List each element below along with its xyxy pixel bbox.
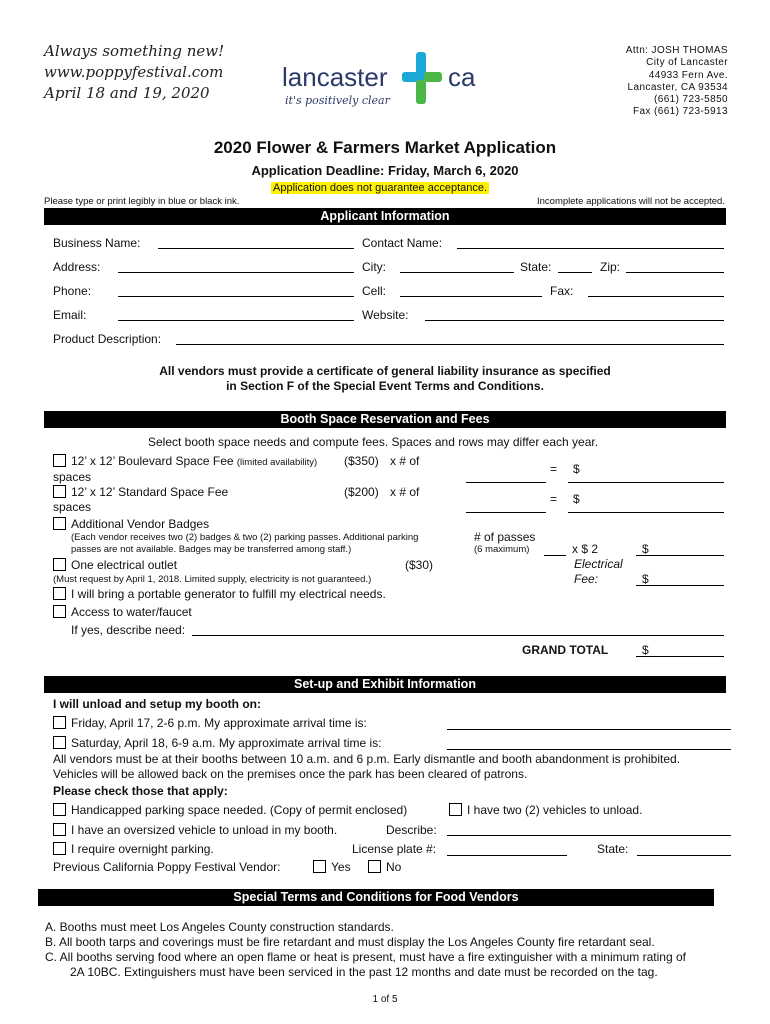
address-block	[626, 45, 728, 119]
insurance-note-line1: All vendors must provide a certificate of general liability insurance as specified	[159, 364, 611, 378]
electrical-total-field[interactable]	[636, 585, 724, 586]
term-c-line1: C. All booths serving food where an open flame or heat is present, must have a fire extinguisher with a minimum rating of	[45, 950, 686, 964]
generator-checkbox[interactable]	[53, 587, 66, 600]
passes-total-field[interactable]	[636, 555, 724, 556]
boulevard-space-text: 12’ x 12’ Boulevard Space Fee	[71, 454, 234, 468]
describe-label: Describe:	[386, 823, 437, 837]
plate-state-label: State:	[597, 842, 629, 856]
business-name-label: Business Name:	[53, 236, 141, 250]
license-plate-label: License plate #:	[352, 842, 437, 856]
previous-no-label: No	[386, 860, 402, 874]
boulevard-space-checkbox[interactable]	[53, 454, 66, 467]
standard-spaces-label: spaces	[53, 500, 92, 514]
pass-price: x $ 2	[572, 542, 599, 556]
page-title: 2020 Flower & Farmers Market Application	[213, 138, 557, 157]
cell-field[interactable]	[400, 296, 542, 297]
water-label: Access to water/faucet	[71, 605, 192, 619]
plus-logo-icon	[402, 50, 442, 106]
address-line: Fax (661) 723-5913	[632, 106, 728, 118]
badges-note-line1: (Each vendor receives two (2) badges & two (2) parking passes. Additional parking	[71, 532, 419, 543]
handicapped-label: Handicapped parking space needed. (Copy of permit enclosed)	[71, 803, 408, 817]
acceptance-note: Application does not guarantee acceptance.	[273, 182, 488, 194]
boulevard-space-label	[71, 454, 317, 468]
badges-label: Additional Vendor Badges	[71, 517, 210, 531]
saturday-checkbox[interactable]	[53, 736, 66, 749]
section-terms-header: Special Terms and Conditions for Food Vendors	[38, 889, 714, 906]
state-field[interactable]	[558, 272, 592, 273]
passes-dollar: $	[642, 542, 649, 556]
friday-checkbox[interactable]	[53, 716, 66, 729]
water-checkbox[interactable]	[53, 605, 66, 618]
boulevard-qty-label: x # of	[390, 454, 420, 468]
phone-label: Phone:	[53, 284, 92, 298]
contact-name-label: Contact Name:	[362, 236, 443, 250]
address-line: Attn: JOSH THOMAS	[625, 45, 728, 56]
electrical-fee-label-2: Fee:	[574, 572, 599, 586]
previous-yes-checkbox[interactable]	[313, 860, 326, 873]
oversized-checkbox[interactable]	[53, 823, 66, 836]
boulevard-price: ($350)	[344, 454, 379, 468]
handicapped-checkbox[interactable]	[53, 803, 66, 816]
event-dates: April 18 and 19, 2020	[44, 84, 210, 102]
boulevard-equals: =	[550, 462, 558, 476]
electrical-checkbox[interactable]	[53, 558, 66, 571]
grand-total-label: GRAND TOTAL	[522, 643, 609, 657]
address-field[interactable]	[118, 272, 354, 273]
product-description-label: Product Description:	[53, 332, 162, 346]
deadline: Application Deadline: Friday, March 6, 2020	[251, 163, 519, 178]
standard-space-label: 12’ x 12’ Standard Space Fee	[71, 485, 229, 499]
address-line: City of Lancaster	[646, 57, 728, 69]
license-plate-field[interactable]	[447, 855, 567, 856]
passes-max: (6 maximum)	[474, 544, 530, 555]
previous-yes-label: Yes	[331, 860, 351, 874]
address-line: 44933 Fern Ave.	[648, 69, 728, 81]
tagline: Always something new!	[44, 42, 225, 60]
unload-heading: I will unload and setup my booth on:	[53, 697, 261, 711]
address-line: Lancaster, CA 93534	[627, 81, 728, 93]
check-apply-heading: Please check those that apply:	[53, 784, 228, 798]
term-a: A. Booths must meet Los Angeles County construction standards.	[45, 920, 394, 934]
phone-field[interactable]	[118, 296, 354, 297]
email-label: Email:	[53, 308, 87, 322]
incomplete-note: Incomplete applications will not be accepted.	[536, 196, 725, 207]
standard-price: ($200)	[344, 485, 379, 499]
website: www.poppyfestival.com	[44, 63, 224, 81]
previous-vendor-label: Previous California Poppy Festival Vendor:	[53, 860, 281, 874]
overnight-label: I require overnight parking.	[71, 842, 214, 856]
section-setup-header: Set-up and Exhibit Information	[44, 676, 726, 693]
two-vehicles-label: I have two (2) vehicles to unload.	[467, 803, 643, 817]
state-label: State:	[520, 260, 552, 274]
electrical-fee-label-1: Electrical	[574, 557, 623, 571]
cell-label: Cell:	[362, 284, 387, 298]
business-name-field[interactable]	[158, 248, 354, 249]
describe-field[interactable]	[447, 835, 731, 836]
product-description-field[interactable]	[176, 344, 724, 345]
standard-qty-field[interactable]	[466, 512, 546, 513]
generator-label: I will bring a portable generator to fulfill my electrical needs.	[71, 587, 386, 601]
zip-field[interactable]	[626, 272, 724, 273]
plate-state-field[interactable]	[637, 855, 731, 856]
section-applicant-header: Applicant Information	[44, 208, 726, 225]
saturday-arrival-field[interactable]	[447, 749, 731, 750]
standard-total-field[interactable]	[568, 512, 724, 513]
logo-suffix: ca	[448, 62, 476, 92]
website-label: Website:	[362, 308, 409, 322]
fax-label: Fax:	[550, 284, 574, 298]
passes-qty-field[interactable]	[544, 555, 566, 556]
water-describe-label: If yes, describe need:	[71, 623, 186, 637]
standard-qty-label: x # of	[390, 485, 420, 499]
address-label: Address:	[53, 260, 101, 274]
badges-checkbox[interactable]	[53, 517, 66, 530]
vehicles-note: Vehicles will be allowed back on the premises once the park has been cleared of patrons.	[53, 767, 528, 781]
electrical-price: ($30)	[405, 558, 434, 572]
term-c-line2: 2A 10BC. Extinguishers must have been serviced in the past 12 months and date must be recorded on the tag.	[70, 965, 658, 979]
grand-total-dollar: $	[642, 643, 649, 657]
booth-hours-note: All vendors must be at their booths between 10 a.m. and 6 p.m. Early dismantle and booth abandonment is prohibited.	[53, 752, 681, 766]
boulevard-availability: (limited availability)	[236, 457, 318, 468]
logo-slogan: it's positively clear	[285, 94, 390, 107]
ink-note: Please type or print legibly in blue or black ink.	[44, 196, 240, 207]
electrical-dollar: $	[642, 572, 649, 586]
electrical-label: One electrical outlet	[71, 558, 178, 572]
overnight-checkbox[interactable]	[53, 842, 66, 855]
page-number: 1 of 5	[372, 994, 398, 1005]
lancaster-logo	[282, 52, 492, 112]
saturday-label: Saturday, April 18, 6-9 a.m. My approximate arrival time is:	[71, 736, 382, 750]
booth-intro: Select booth space needs and compute fees. Spaces and rows may differ each year.	[148, 435, 599, 449]
logo-word: lancaster	[282, 62, 388, 92]
city-field[interactable]	[400, 272, 514, 273]
boulevard-dollar: $	[573, 462, 580, 476]
oversized-label: I have an oversized vehicle to unload in my booth.	[71, 823, 338, 837]
water-describe-field[interactable]	[192, 635, 724, 636]
section-booth-header: Booth Space Reservation and Fees	[44, 411, 726, 428]
address-line: (661) 723-5850	[654, 94, 728, 106]
friday-arrival-field[interactable]	[447, 729, 731, 730]
badges-note-line2: passes are not available. Badges may be transferred among staff.)	[71, 544, 352, 555]
grand-total-field[interactable]	[636, 656, 724, 657]
standard-dollar: $	[573, 492, 580, 506]
standard-space-checkbox[interactable]	[53, 485, 66, 498]
boulevard-spaces-label: spaces	[53, 470, 92, 484]
website-field[interactable]	[425, 320, 724, 321]
fax-field[interactable]	[588, 296, 724, 297]
city-label: City:	[362, 260, 386, 274]
passes-label: # of passes	[474, 530, 536, 544]
two-vehicles-checkbox[interactable]	[449, 803, 462, 816]
contact-name-field[interactable]	[457, 248, 724, 249]
previous-no-checkbox[interactable]	[368, 860, 381, 873]
insurance-note-line2: in Section F of the Special Event Terms and Conditions.	[226, 379, 544, 393]
term-b: B. All booth tarps and coverings must be fire retardant and must display the Los Angeles County fire retardant seal.	[45, 935, 655, 949]
boulevard-qty-field[interactable]	[466, 482, 546, 483]
electrical-note: (Must request by April 1, 2018. Limited supply, electricity is not guaranteed.)	[53, 574, 372, 585]
boulevard-total-field[interactable]	[568, 482, 724, 483]
zip-label: Zip:	[600, 260, 621, 274]
friday-label: Friday, April 17, 2-6 p.m. My approximate arrival time is:	[71, 716, 367, 730]
email-field[interactable]	[118, 320, 354, 321]
standard-equals: =	[550, 492, 558, 506]
